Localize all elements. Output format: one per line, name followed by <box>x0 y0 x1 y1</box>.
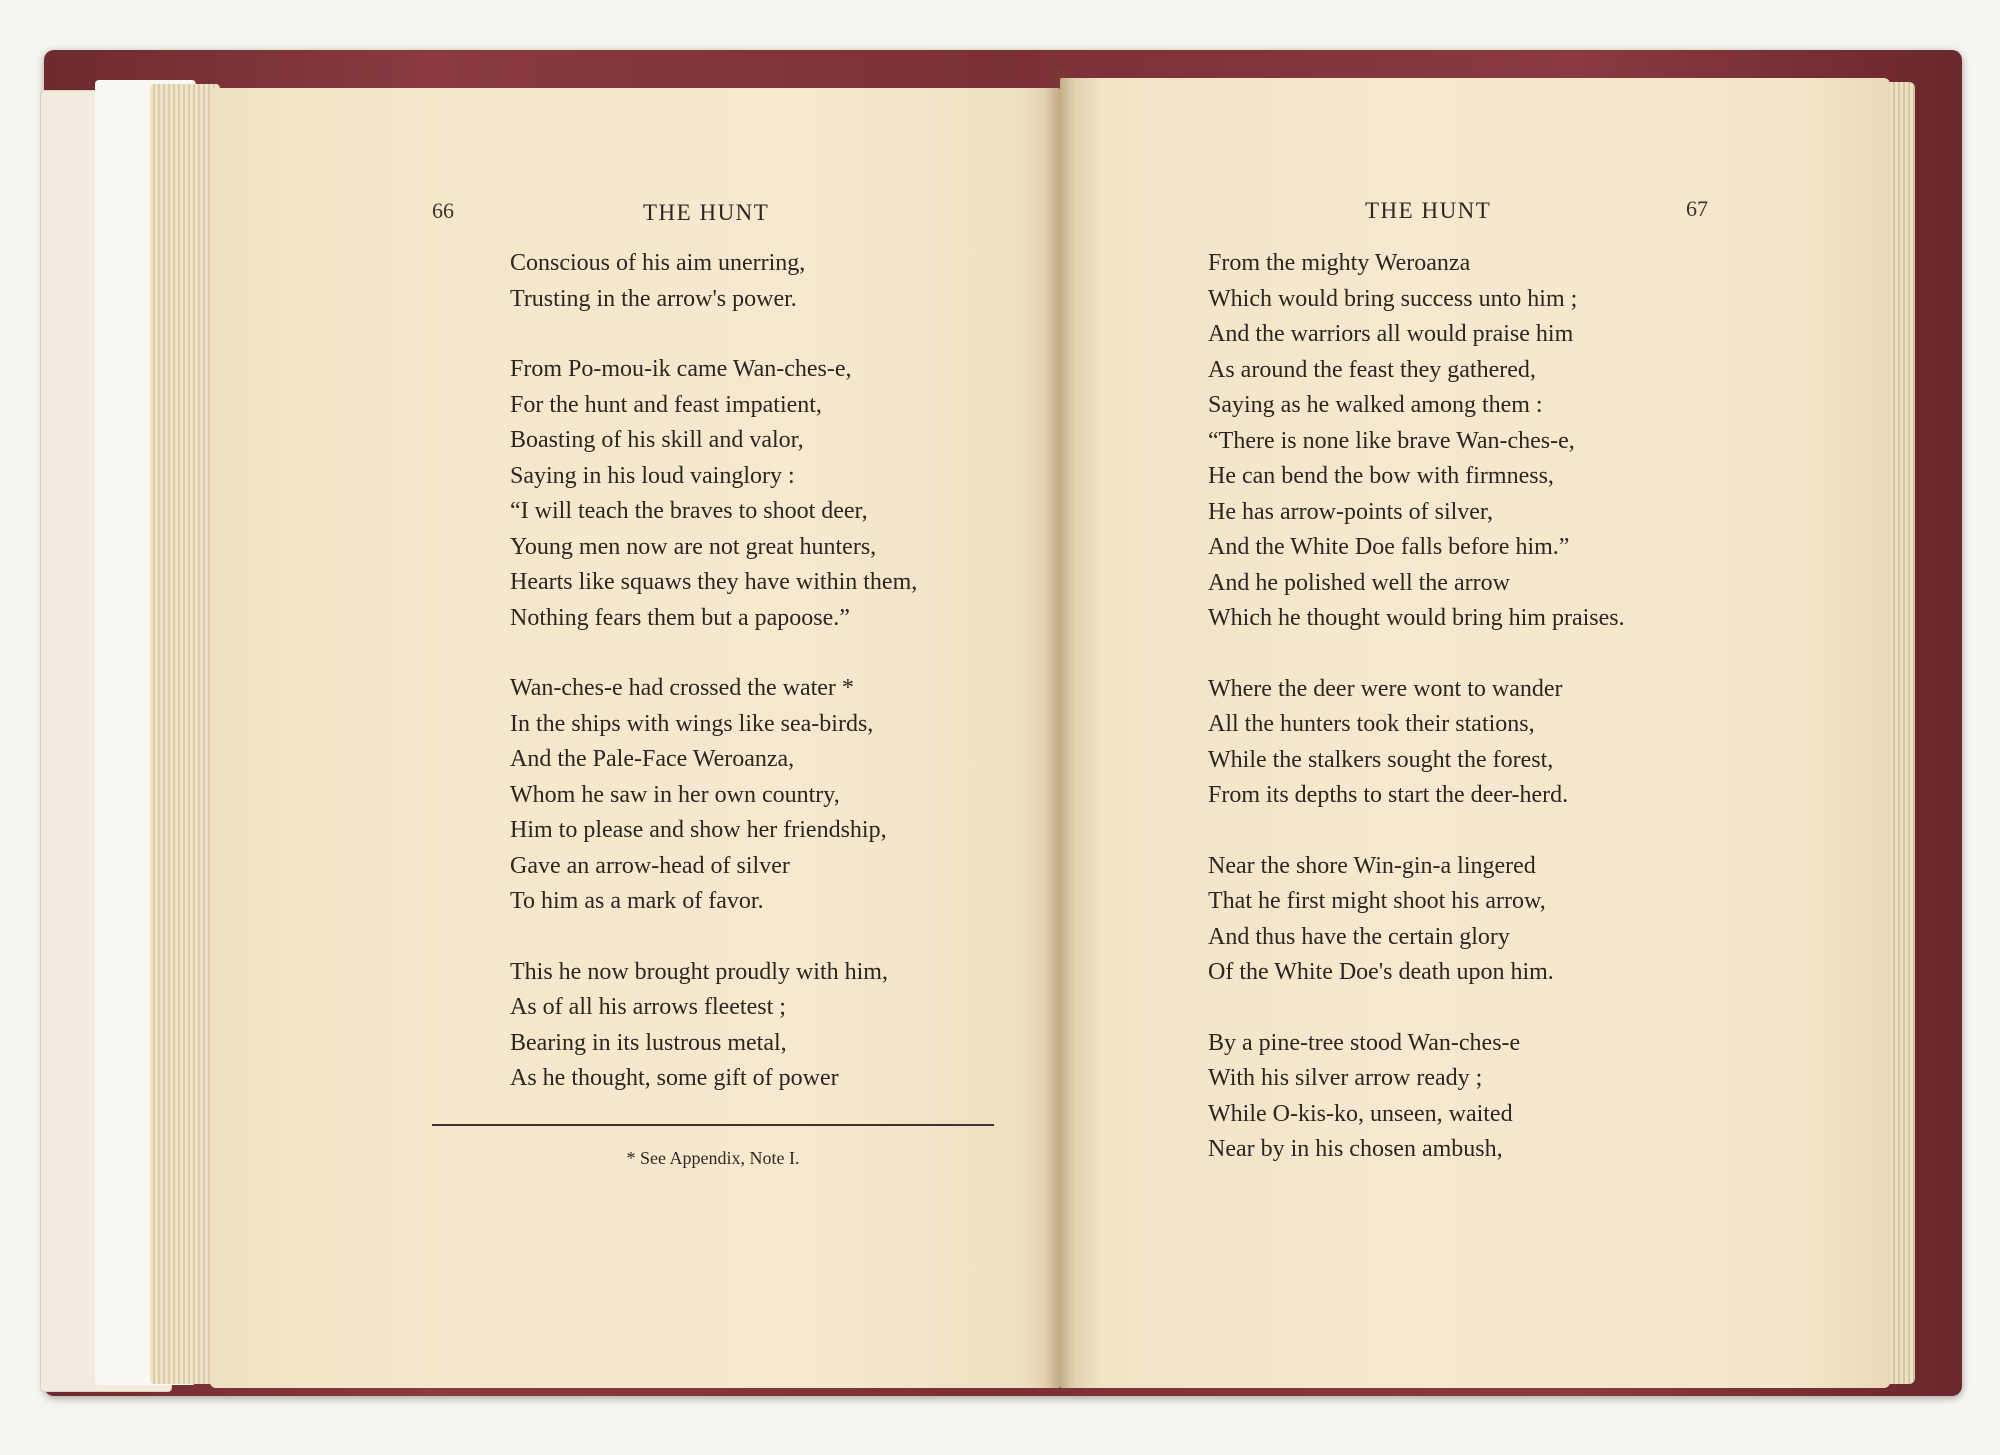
verse-line: Near by in his chosen ambush, <box>1208 1136 1503 1162</box>
verse-line: Hearts like squaws they have within them, <box>510 569 918 595</box>
right-running-head: THE HUNT <box>1365 198 1492 223</box>
verse-line: Bearing in its lustrous metal, <box>510 1029 787 1056</box>
left-verse-block <box>510 246 917 1097</box>
left-running-head: THE HUNT <box>643 200 770 225</box>
verse-line: Saying as he walked among them : <box>1208 392 1543 418</box>
verse-line: And the White Doe falls before him.” <box>1208 534 1570 560</box>
stanza-break <box>1208 637 1625 672</box>
verse-line: Trusting in the arrow's power. <box>510 285 797 312</box>
verse-line: While O-kis-ko, unseen, waited <box>1208 1100 1513 1127</box>
verse-line: Young men now are not great hunters, <box>510 533 877 560</box>
stanza-break <box>510 636 917 671</box>
verse-line: And the warriors all would praise him <box>1208 321 1574 347</box>
right-page-number: 67 <box>1686 196 1708 221</box>
verse-line: As around the feast they gathered, <box>1208 356 1536 383</box>
verse-line: While the stalkers sought the forest, <box>1208 746 1554 773</box>
verse-line: By a pine-tree stood Wan-ches-e <box>1208 1029 1521 1056</box>
verse-line: All the hunters took their stations, <box>1208 711 1535 737</box>
verse-line: Where the deer were wont to wander <box>1208 675 1563 702</box>
stanza-break <box>510 920 917 955</box>
stanza-break <box>510 317 917 352</box>
verse-line: Whom he saw in her own country, <box>510 781 840 808</box>
verse-line: Which would bring success unto him ; <box>1208 285 1578 312</box>
verse-line: Him to please and show her friendship, <box>510 817 887 843</box>
verse-line: As of all his arrows fleetest ; <box>510 994 786 1020</box>
verse-line: That he first might shoot his arrow, <box>1208 888 1546 914</box>
footnote-rule <box>432 1124 994 1126</box>
verse-line: To him as a mark of favor. <box>510 888 764 914</box>
left-page-number: 66 <box>432 198 454 223</box>
verse-line: Gave an arrow-head of silver <box>510 852 790 879</box>
verse-line: Which he thought would bring him praises. <box>1208 605 1625 631</box>
stanza-break <box>1208 991 1625 1026</box>
verse-line: From Po-mou-ik came Wan-ches-e, <box>510 356 852 382</box>
verse-line: And thus have the certain glory <box>1208 923 1510 950</box>
verse-line: This he now brought proudly with him, <box>510 958 888 985</box>
verse-line: With his silver arrow ready ; <box>1208 1065 1483 1091</box>
footnote: * See Appendix, Note I. <box>626 1148 800 1168</box>
verse-line: Saying in his loud vainglory : <box>510 462 795 489</box>
verse-line: He has arrow-points of silver, <box>1208 498 1493 525</box>
right-verse-block <box>1208 246 1625 1168</box>
verse-line: “I will teach the braves to shoot deer, <box>510 498 868 524</box>
verse-line: From the mighty Weroanza <box>1208 250 1471 276</box>
verse-line: Near the shore Win-gin-a lingered <box>1208 852 1536 879</box>
verse-line: From its depths to start the deer-herd. <box>1208 782 1569 808</box>
verse-line: Wan-ches-e had crossed the water * <box>510 675 854 701</box>
verse-line: And he polished well the arrow <box>1208 569 1510 596</box>
verse-line: In the ships with wings like sea-birds, <box>510 710 874 737</box>
verse-line: Of the White Doe's death upon him. <box>1208 959 1554 985</box>
verse-line: He can bend the bow with firmness, <box>1208 463 1554 489</box>
verse-line: Boasting of his skill and valor, <box>510 427 804 453</box>
stanza-break <box>1208 814 1625 849</box>
verse-line: Conscious of his aim unerring, <box>510 250 806 276</box>
verse-line: And the Pale-Face Weroanza, <box>510 746 795 772</box>
verse-line: Nothing fears them but a papoose.” <box>510 604 850 631</box>
book-gutter <box>1045 70 1075 1390</box>
verse-line: As he thought, some gift of power <box>510 1065 839 1091</box>
verse-line: “There is none like brave Wan-ches-e, <box>1208 427 1575 454</box>
verse-line: For the hunt and feast impatient, <box>510 391 822 418</box>
